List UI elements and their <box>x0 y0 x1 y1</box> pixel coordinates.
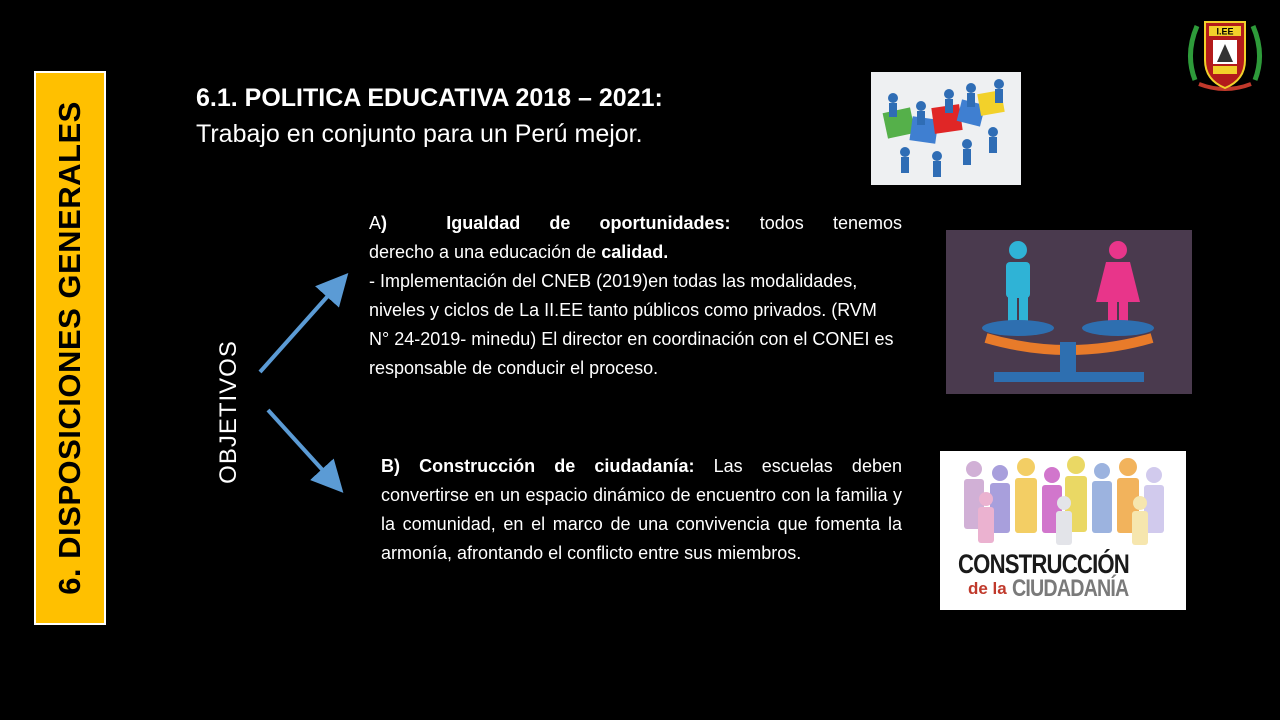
teamwork-puzzle-image <box>871 72 1021 185</box>
objetivos-label: OBJETIVOS <box>215 340 242 484</box>
section-banner-label: 6. DISPOSICIONES GENERALES <box>52 101 87 595</box>
citizenship-word: CIUDADANÍA <box>1012 575 1129 602</box>
objective-a-line2 <box>369 238 902 267</box>
objective-a-line2-bold: calidad. <box>601 242 669 262</box>
objective-a-heading: Igualdad de oportunidades: <box>446 213 731 233</box>
section-title: 6.1. POLITICA EDUCATIVA 2018 – 2021: <box>196 84 663 112</box>
objective-b-heading: B) Construcción de ciudadanía: <box>381 456 695 476</box>
objective-a-line2-start: derecho a una educación de <box>369 242 597 262</box>
male-figure-icon <box>1006 241 1030 324</box>
section-subtitle: Trabajo en conjunto para un Perú mejor. <box>196 120 643 148</box>
school-crest-logo <box>1183 14 1267 94</box>
arrow-up <box>260 279 343 372</box>
objective-b-text <box>381 452 902 568</box>
objective-a-line1 <box>369 209 902 238</box>
arrow-down <box>268 410 338 487</box>
crest-letters: I.EE <box>1216 26 1234 37</box>
objective-b-body: Las escuelas deben convertirse en un espacio dinámico de encuentro con la familia y la comunidad, en el marco de una convivencia que fomenta la armonía, afrontando el conflicto entre sus miembros. <box>381 456 902 563</box>
objective-a-text <box>369 209 902 383</box>
objective-a-body: - Implementación del CNEB (2019)en todas las modalidades, niveles y ciclos de La II.EE tanto públicos como privados. (RVM N° 24-2019- minedu) El director en coordinación con el CONEI es responsable de conducir el proceso. <box>369 271 894 378</box>
objective-a-letter: A <box>369 213 382 233</box>
citizenship-title: CONSTRUCCIÓN <box>958 549 1129 579</box>
objective-a-line1-rest: todos tenemos <box>759 213 902 233</box>
citizenship-de-la: de la <box>968 579 1007 598</box>
female-figure-icon <box>1096 241 1140 324</box>
citizenship-image <box>940 451 1186 610</box>
equality-scale-image <box>946 230 1192 394</box>
objective-a-paren: ) <box>381 213 388 233</box>
